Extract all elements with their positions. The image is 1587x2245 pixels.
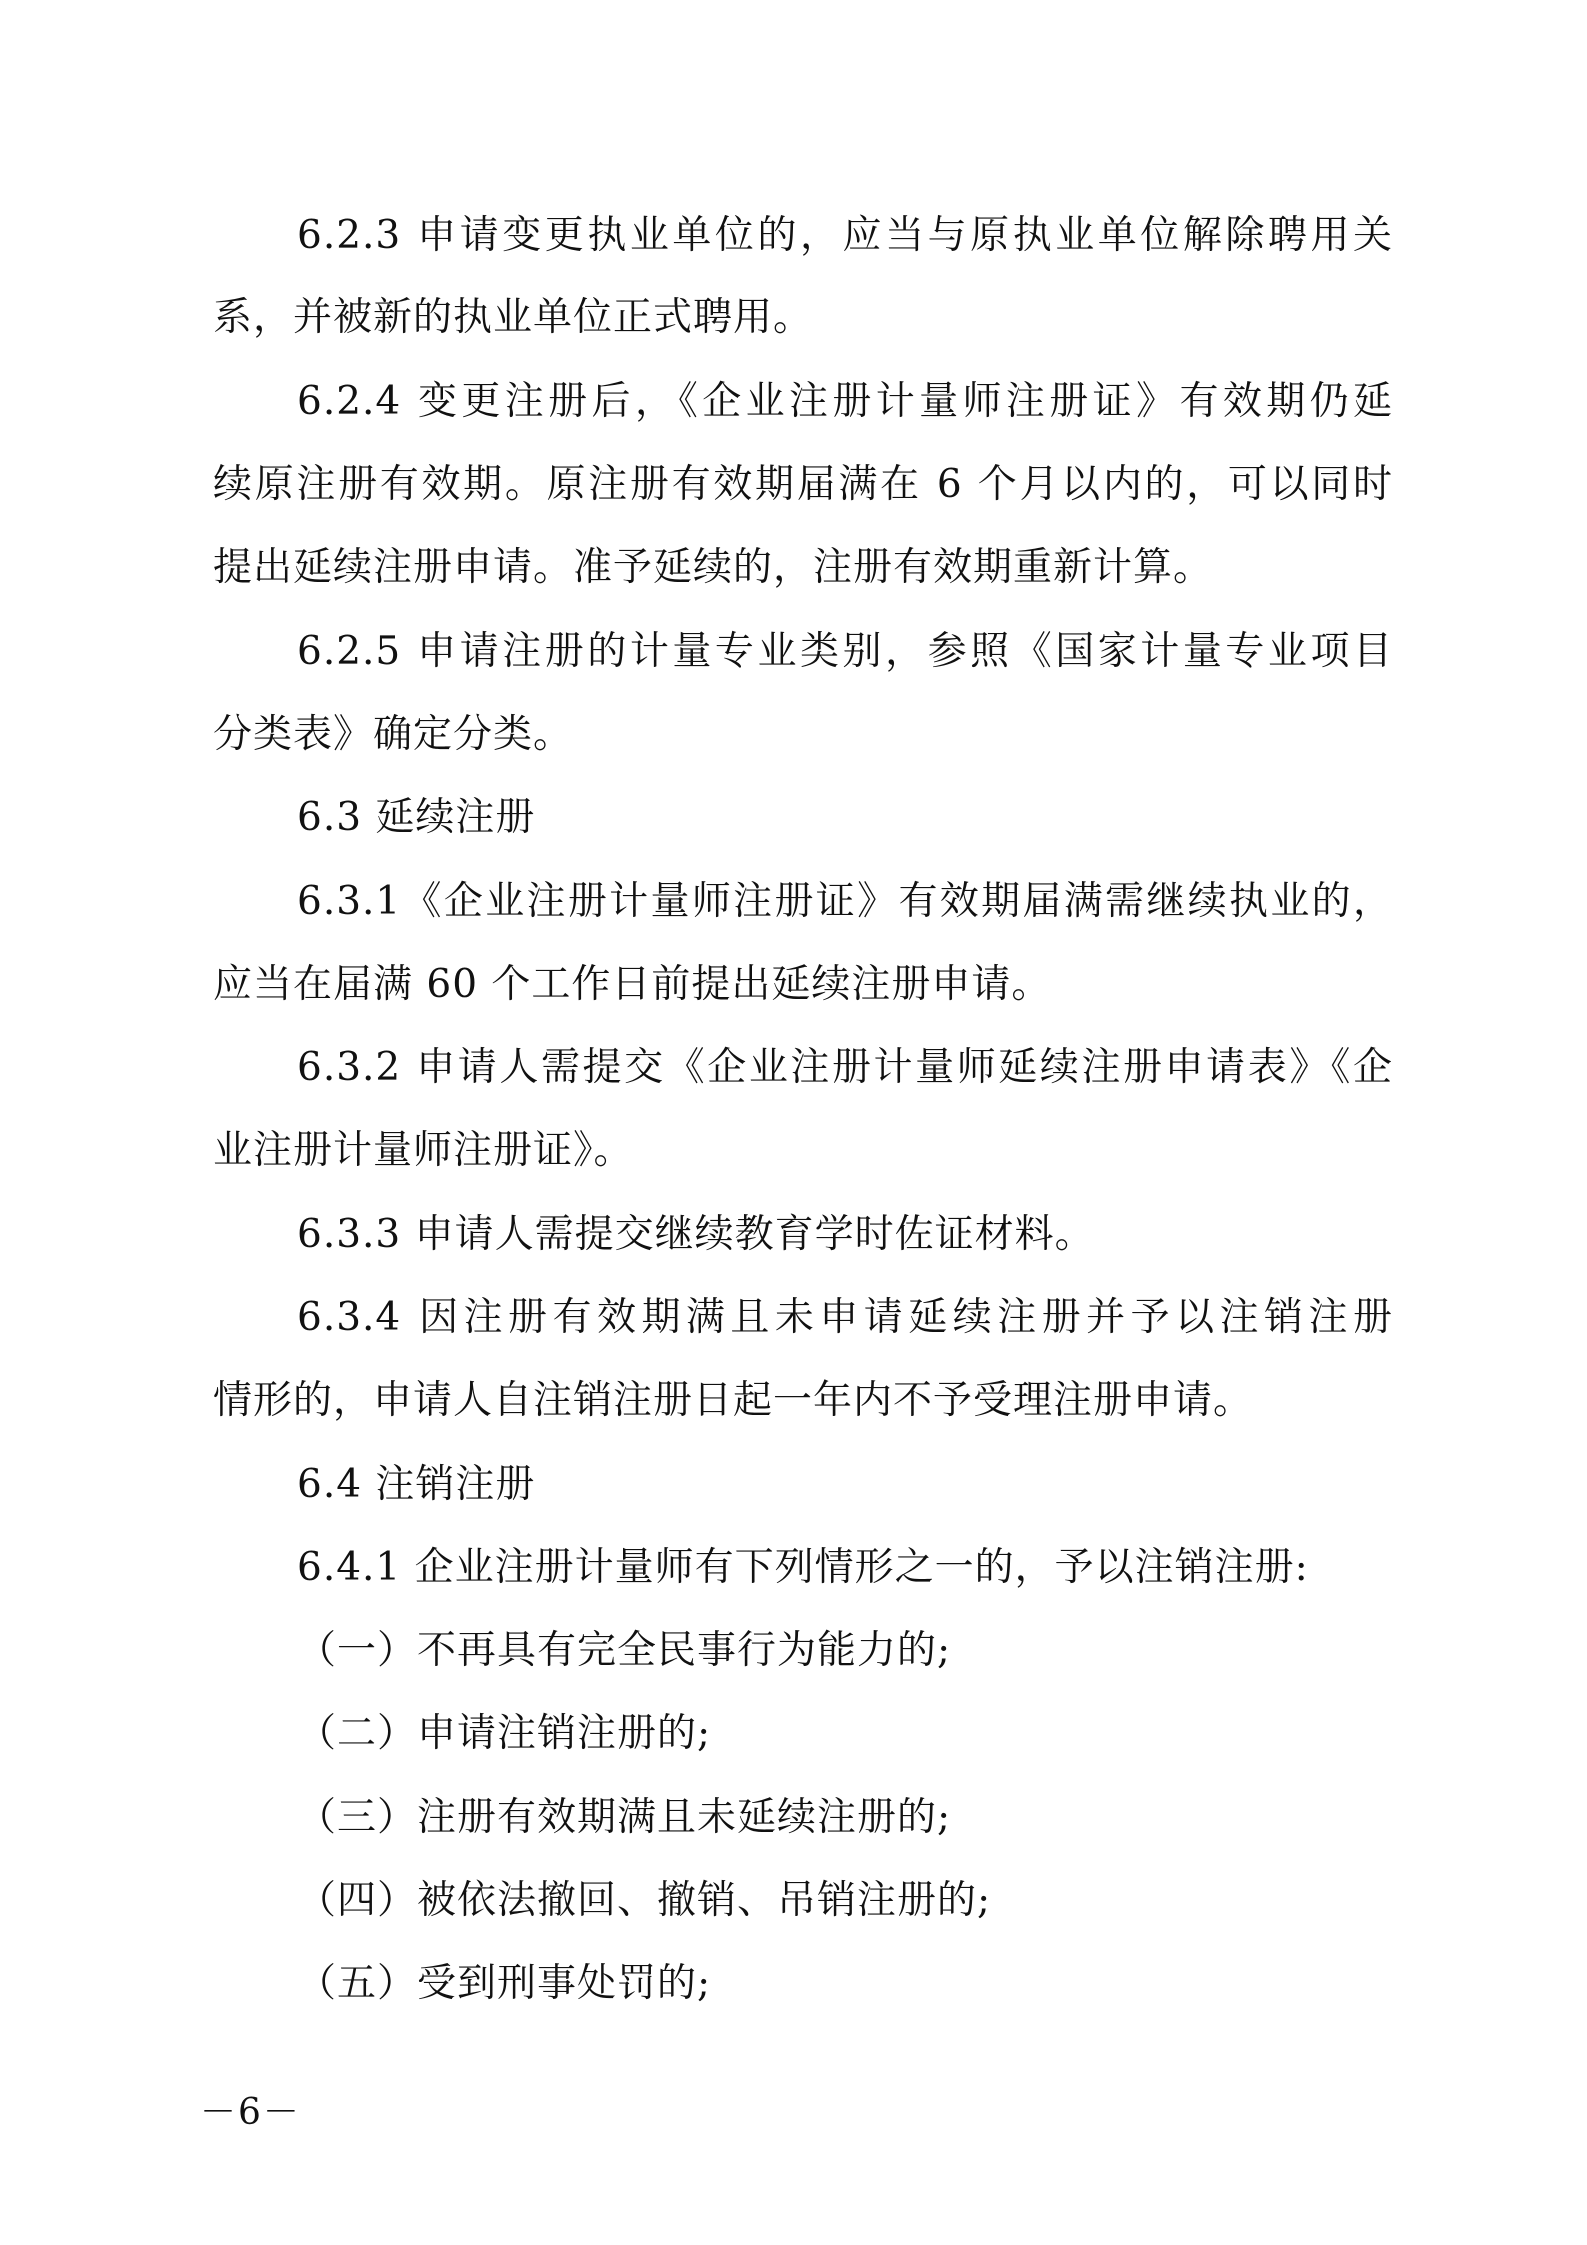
paragraph-line: 6.4.1 企业注册计量师有下列情形之一的，予以注销注册: <box>297 1545 1309 1590</box>
paragraph-line: 业注册计量师注册证》。 <box>213 1128 634 1173</box>
paragraph-line: 应当在届满 60 个工作日前提出延续注册申请。 <box>213 962 1052 1007</box>
paragraph-line: 6.2.3 申请变更执业单位的，应当与原执业单位解除聘用关 <box>297 213 1393 258</box>
list-item: （二）申请注销注册的; <box>297 1711 712 1756</box>
paragraph-line: 提出延续注册申请。准予延续的，注册有效期重新计算。 <box>213 545 1214 590</box>
list-item: （五）受到刑事处罚的; <box>297 1961 712 2006</box>
paragraph-line: 续原注册有效期。原注册有效期届满在 6 个月以内的，可以同时 <box>213 462 1393 507</box>
list-item: （四）被依法撤回、撤销、吊销注册的; <box>297 1878 992 1923</box>
list-item: （三）注册有效期满且未延续注册的; <box>297 1795 952 1840</box>
page-number: －6－ <box>200 2092 301 2133</box>
section-heading: 6.4 注销注册 <box>297 1462 536 1507</box>
paragraph-line: 6.3.3 申请人需提交继续教育学时佐证材料。 <box>297 1212 1095 1257</box>
paragraph-line: 情形的，申请人自注销注册日起一年内不予受理注册申请。 <box>213 1378 1254 1423</box>
paragraph-line: 6.3.1《企业注册计量师注册证》有效期届满需继续执业的， <box>297 879 1393 924</box>
paragraph-line: 6.3.2 申请人需提交《企业注册计量师延续注册申请表》《企 <box>297 1045 1393 1090</box>
paragraph-line: 6.2.5 申请注册的计量专业类别，参照《国家计量专业项目 <box>297 629 1393 674</box>
section-heading: 6.3 延续注册 <box>297 795 536 840</box>
paragraph-line: 6.2.4 变更注册后，《企业注册计量师注册证》有效期仍延 <box>297 379 1393 424</box>
paragraph-line: 6.3.4 因注册有效期满且未申请延续注册并予以注销注册 <box>297 1295 1393 1340</box>
paragraph-line: 系，并被新的执业单位正式聘用。 <box>213 295 814 340</box>
list-item: （一）不再具有完全民事行为能力的; <box>297 1628 952 1673</box>
paragraph-line: 分类表》确定分类。 <box>213 712 574 757</box>
